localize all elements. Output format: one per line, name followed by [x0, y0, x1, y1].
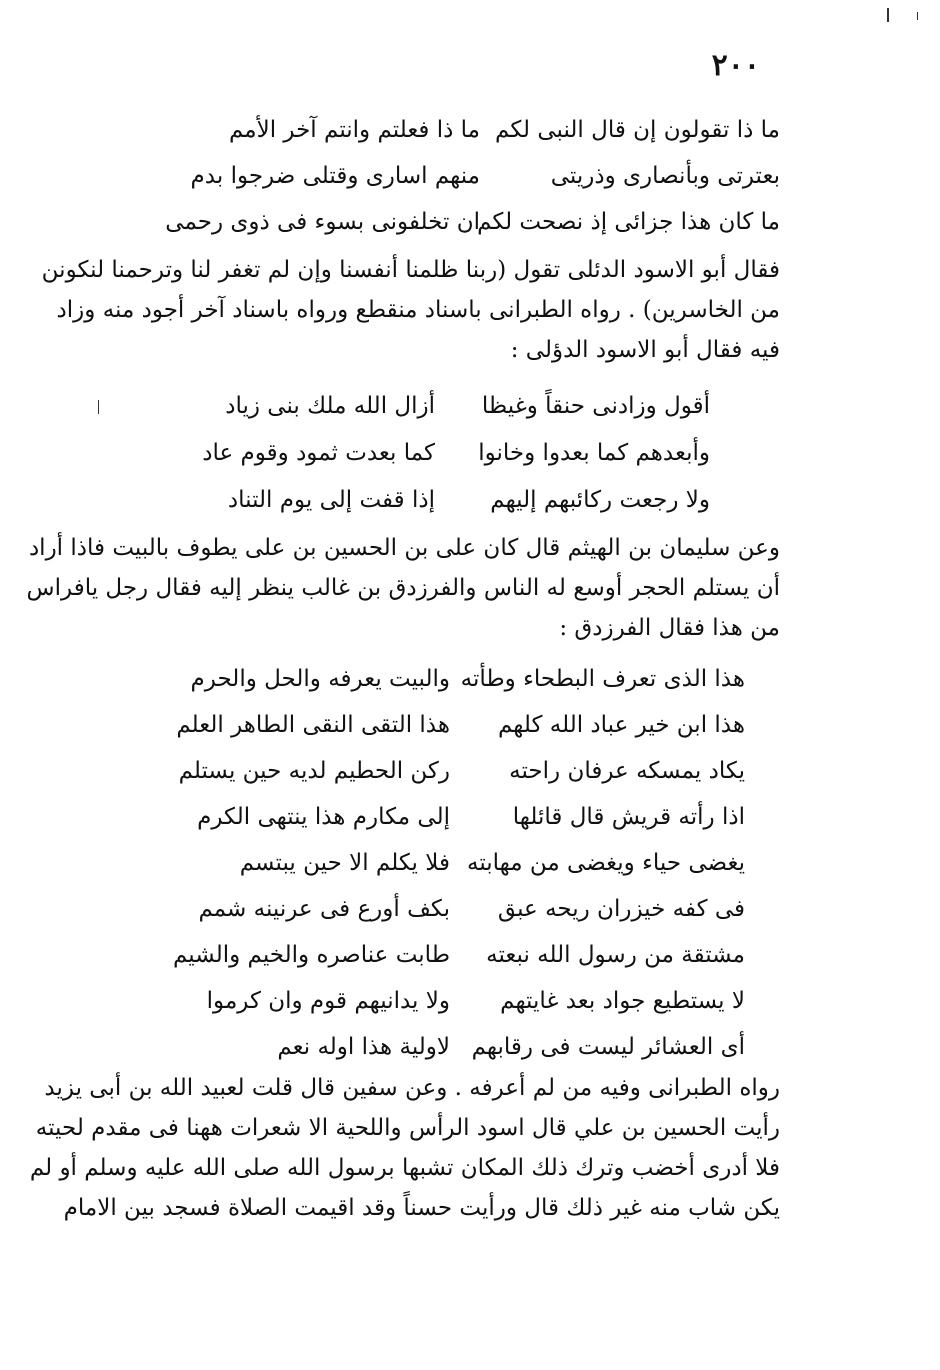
- second-hemistich: منهم اسارى وقتلى ضرجوا بدم: [190, 163, 480, 189]
- verse-line: [0, 793, 940, 841]
- first-hemistich: ما ذا تقولون إن قال النبى لكم: [495, 117, 780, 143]
- second-hemistich: إذا قفت إلى يوم التناد: [227, 487, 435, 513]
- first-hemistich: يغضى حياء ويغضى من مهابته: [467, 850, 745, 876]
- prose-line: يكن شاب منه غير ذلك قال ورأيت حسناً وقد اقيمت الصلاة فسجد بين الامام: [63, 1195, 780, 1221]
- verse-line: [0, 382, 940, 430]
- prose-line: رواه الطبرانى وفيه من لم أعرفه . وعن سفين قال قلت لعبيد الله بن أبى يزيد: [44, 1075, 780, 1101]
- first-hemistich: اذا رأته قريش قال قائلها: [512, 804, 745, 830]
- first-hemistich: هذا الذى تعرف البطحاء وطأته: [460, 666, 745, 692]
- prose-line: وعن سليمان بن الهيثم قال كان على بن الحسين بن على يطوف بالبيت فاذا أراد: [28, 535, 780, 561]
- second-hemistich: ما ذا فعلتم وانتم آخر الأمم: [228, 117, 480, 143]
- second-hemistich: هذا التقى النقى الطاهر العلم: [176, 712, 450, 738]
- first-hemistich: بعترتى وبأنصارى وذريتى: [550, 163, 780, 189]
- prose-line: فيه فقال أبو الاسود الدؤلى :: [510, 337, 780, 363]
- first-hemistich: هذا ابن خير عباد الله كلهم: [497, 712, 745, 738]
- margin-mark: [887, 8, 889, 22]
- second-hemistich: كما بعدت ثمود وقوم عاد: [202, 440, 435, 466]
- first-hemistich: يكاد يمسكه عرفان راحته: [509, 758, 745, 784]
- page-number: ٢٠٠: [711, 48, 760, 83]
- first-hemistich: أقول وزادنى حنقاً وغيظا: [481, 393, 710, 419]
- first-hemistich: مشتقة من رسول الله نبعته: [486, 942, 745, 968]
- verse-line: [0, 977, 940, 1025]
- first-hemistich: فى كفه خيزران ريحه عبق: [497, 896, 745, 922]
- verse-line: [0, 152, 940, 200]
- verse-line: [0, 198, 940, 246]
- second-hemistich: إلى مكارم هذا ينتهى الكرم: [197, 804, 450, 830]
- second-hemistich: لاولية هذا اوله نعم: [277, 1034, 450, 1060]
- verse-line: [0, 885, 940, 933]
- verse-line: [0, 476, 940, 524]
- verse-line: [0, 839, 940, 887]
- verse-line: [0, 106, 940, 154]
- first-hemistich: ما كان هذا جزائى إذ نصحت لكم: [477, 209, 780, 235]
- verse-line: [0, 701, 940, 749]
- first-hemistich: وأبعدهم كما بعدوا وخانوا: [478, 440, 710, 466]
- prose-line: من هذا فقال الفرزدق :: [559, 615, 780, 641]
- verse-line: [0, 931, 940, 979]
- margin-mark: [917, 12, 918, 20]
- verse-line: [0, 747, 940, 795]
- second-hemistich: ان تخلفونى بسوء فى ذوى رحمى: [165, 209, 480, 235]
- second-hemistich: بكف أورع فى عرنينه شمم: [198, 896, 450, 922]
- prose-line: فلا أدرى أخضب وترك ذلك المكان تشبها برسول الله صلى الله عليه وسلم أو لم: [29, 1155, 780, 1181]
- prose-line: فقال أبو الاسود الدئلى تقول (ربنا ظلمنا أنفسنا وإن لم تغفر لنا وترحمنا لنكونن: [41, 257, 780, 283]
- second-hemistich: أزال الله ملك بنى زياد: [225, 393, 435, 419]
- second-hemistich: فلا يكلم الا حين يبتسم: [239, 850, 450, 876]
- verse-line: [0, 429, 940, 477]
- margin-mark: [98, 400, 99, 414]
- first-hemistich: ولا رجعت ركائبهم إليهم: [490, 487, 710, 513]
- second-hemistich: طابت عناصره والخيم والشيم: [172, 942, 450, 968]
- second-hemistich: والبيت يعرفه والحل والحرم: [190, 666, 450, 692]
- second-hemistich: ولا يدانيهم قوم وان كرموا: [206, 988, 450, 1014]
- first-hemistich: أى العشائر ليست فى رقابهم: [471, 1034, 745, 1060]
- second-hemistich: ركن الحطيم لديه حين يستلم: [178, 758, 450, 784]
- prose-line: من الخاسرين) . رواه الطبرانى باسناد منقطع ورواه باسناد آخر أجود منه وزاد: [56, 297, 780, 323]
- verse-line: [0, 655, 940, 703]
- prose-line: أن يستلم الحجر أوسع له الناس والفرزدق بن غالب ينظر إليه فقال رجل يافراس: [26, 575, 780, 601]
- first-hemistich: لا يستطيع جواد بعد غايتهم: [500, 988, 745, 1014]
- prose-line: رأيت الحسين بن علي قال اسود الرأس واللحية الا شعرات ههنا فى مقدم لحيته: [35, 1115, 780, 1141]
